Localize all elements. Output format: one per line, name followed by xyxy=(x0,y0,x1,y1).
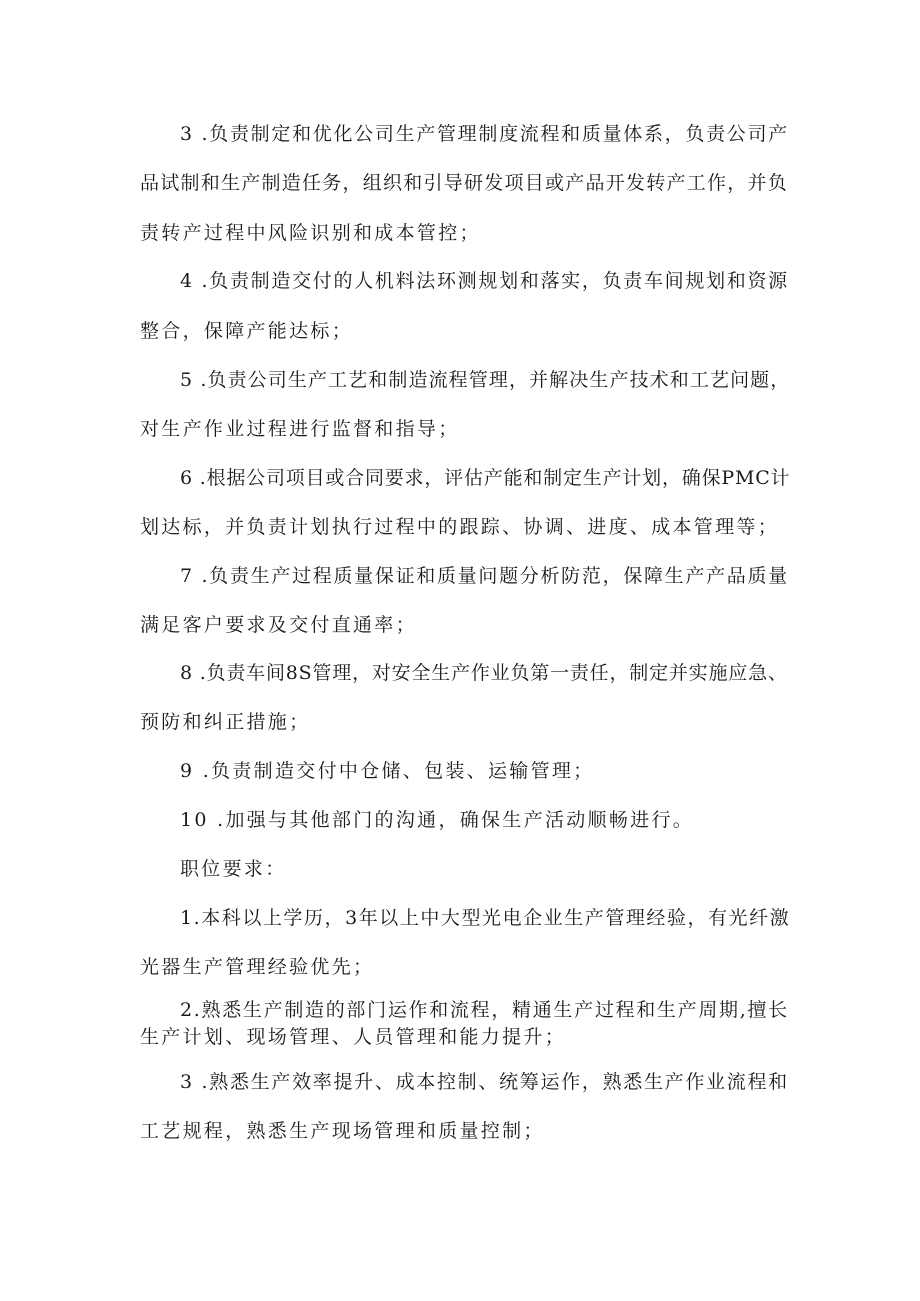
duty-4-line-1: 4 .负责制造交付的人机料法环测规划和落实，负责车间规划和资源 xyxy=(180,270,789,292)
duty-6-line-2: 划达标，并负责计划执行过程中的跟踪、协调、进度、成本管理等； xyxy=(140,516,780,538)
duty-3-line-1: 3 .负责制定和优化公司生产管理制度流程和质量体系，负责公司产 xyxy=(180,123,789,145)
duty-8-line-2: 预防和纠正措施； xyxy=(140,711,311,733)
duty-6-line-1: 6 .根据公司项目或合同要求，评估产能和制定生产计划，确保PMC计 xyxy=(180,467,791,489)
requirement-3-line-2: 工艺规程，熟悉生产现场管理和质量控制； xyxy=(140,1120,545,1142)
duty-5-line-2: 对生产作业过程进行监督和指导； xyxy=(140,418,460,440)
duty-3-line-2: 品试制和生产制造任务，组织和引导研发项目或产品开发转产工作，并负 xyxy=(140,172,789,194)
duty-8-line-1: 8 .负责车间8S管理，对安全生产作业负第一责任，制定并实施应急、 xyxy=(180,662,788,684)
requirements-heading: 职位要求： xyxy=(180,858,287,880)
duty-10-line-1: 10 .加强与其他部门的沟通，确保生产活动顺畅进行。 xyxy=(180,809,695,831)
duty-9-line-1: 9 .负责制造交付中仓储、包装、运输管理； xyxy=(180,760,595,782)
requirement-3-line-1: 3 .熟悉生产效率提升、成本控制、统筹运作，熟悉生产作业流程和 xyxy=(180,1071,789,1093)
duty-5-line-1: 5 .负责公司生产工艺和制造流程管理，并解决生产技术和工艺问题， xyxy=(180,369,791,391)
duty-7-line-2: 满足客户要求及交付直通率； xyxy=(140,614,417,636)
duty-3-line-3: 责转产过程中风险识别和成本管控； xyxy=(140,222,481,244)
requirement-1-line-2: 光器生产管理经验优先； xyxy=(140,956,375,978)
requirement-2-line-1: 2.熟悉生产制造的部门运作和流程，精通生产过程和生产周期,擅长 xyxy=(180,999,789,1021)
requirement-2-line-2: 生产计划、现场管理、人员管理和能力提升； xyxy=(140,1026,567,1048)
duty-7-line-1: 7 .负责生产过程质量保证和质量问题分析防范，保障生产产品质量 xyxy=(180,565,789,587)
requirement-1-line-1: 1.本科以上学历，3年以上中大型光电企业生产管理经验，有光纤激 xyxy=(180,907,791,929)
duty-4-line-2: 整合，保障产能达标； xyxy=(140,320,354,342)
